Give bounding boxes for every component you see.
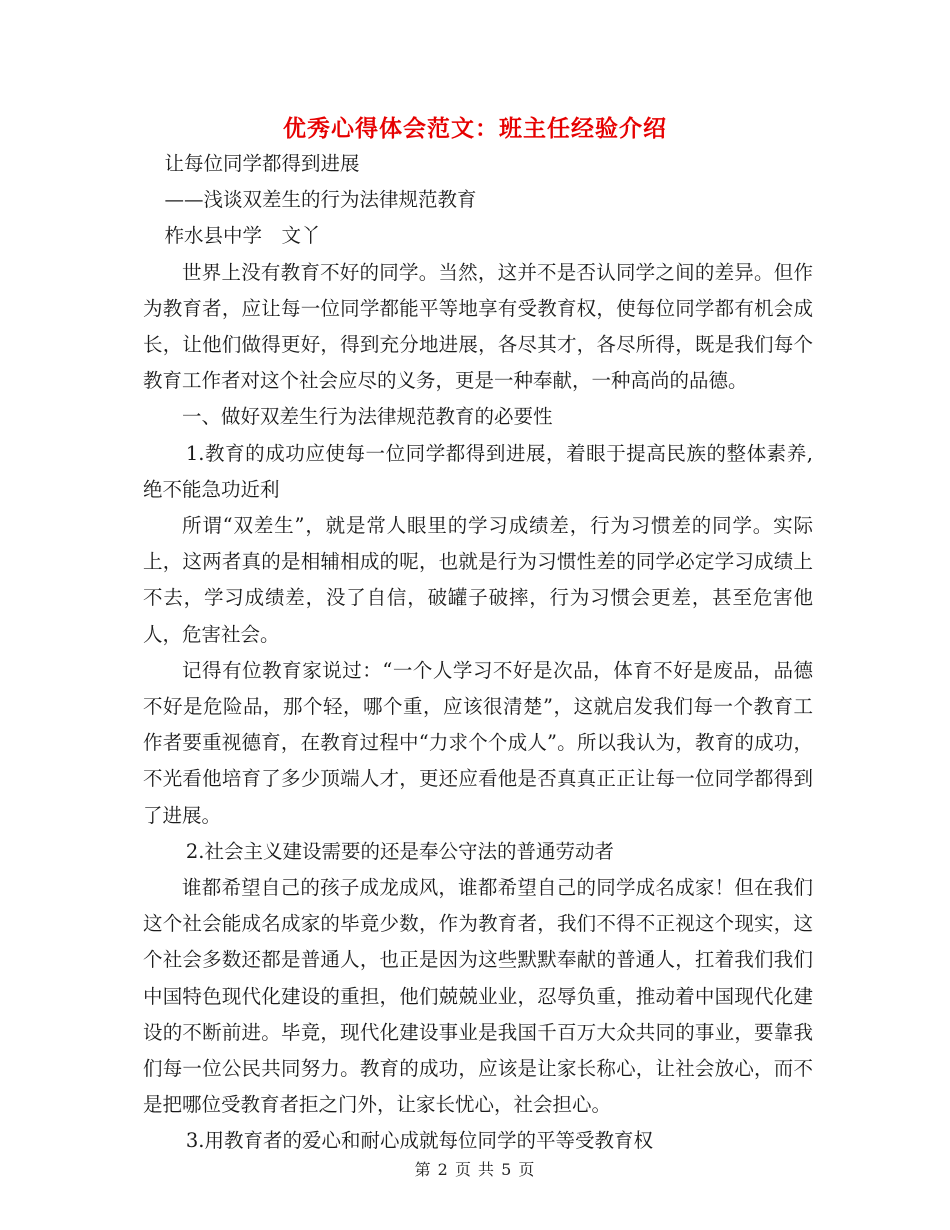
- paragraph: 谁都希望自己的孩子成龙成风，谁都希望自己的同学成名成家！但在我们这个社会能成名成家的毕竟少数，作为教育者，我们不得不正视这个现实，这个社会多数还都是普通人，也正是因为这些默默奉献的普通人，扛着我们我们中国特色现代化建设的重担，他们兢兢业业，忍辱负重，推动着中国现代化建设的不断前进。毕竟，现代化建设事业是我国千百万大众共同的事业，要靠我们每一位公民共同努力。教育的成功，应该是让家长称心，让社会放心，而不是把哪位受教育者拒之门外，让家长忧心，社会担心。: [143, 876, 813, 1117]
- article-subheading: ——浅谈双差生的行为法律规范教育: [164, 188, 477, 212]
- page-footer: 第 2 页 共 5 页: [414, 1160, 536, 1179]
- document-title: 优秀心得体会范文：班主任经验介绍: [283, 116, 667, 142]
- subsection-heading: 2.社会主义建设需要的还是奉公守法的普通劳动者: [185, 839, 614, 863]
- author-line: 柞水县中学 文丫: [164, 224, 321, 248]
- paragraph: 所谓“双差生”，就是常人眼里的学习成绩差，行为习惯差的同学。实际上，这两者真的是相辅相成的呢，也就是行为习惯性差的同学必定学习成绩上不去，学习成绩差，没了自信，破罐子破摔，行为习惯会更差，甚至危害他人，危害社会。: [143, 514, 813, 646]
- paragraph: 世界上没有教育不好的同学。当然，这并不是否认同学之间的差异。但作为教育者，应让每一位同学都能平等地享有受教育权，使每位同学都有机会成长，让他们做得更好，得到充分地进展，各尽其才，各尽所得，既是我们每个教育工作者对这个社会应尽的义务，更是一种奉献，一种高尚的品德。: [143, 260, 813, 393]
- document-body: [143, 146, 813, 1160]
- subsection-heading: 1.教育的成功应使每一位同学都得到进展，着眼于提高民族的整体素养,绝不能急功近利: [143, 441, 813, 501]
- paragraph: 记得有位教育家说过：“一个人学习不好是次品，体育不好是废品，品德不好是危险品，那个轻，哪个重，应该很清楚”，这就启发我们每一个教育工作者要重视德育，在教育过程中“力求个个成人”。所以我认为，教育的成功，不光看他培育了多少顶端人才，更还应看他是否真真正正让每一位同学都得到了进展。: [143, 658, 813, 827]
- article-heading: 让每位同学都得到进展: [164, 152, 360, 175]
- section-heading: 一、做好双差生行为法律规范教育的必要性: [182, 405, 553, 429]
- subsection-heading: 3.用教育者的爱心和耐心成就每位同学的平等受教育权: [185, 1129, 653, 1153]
